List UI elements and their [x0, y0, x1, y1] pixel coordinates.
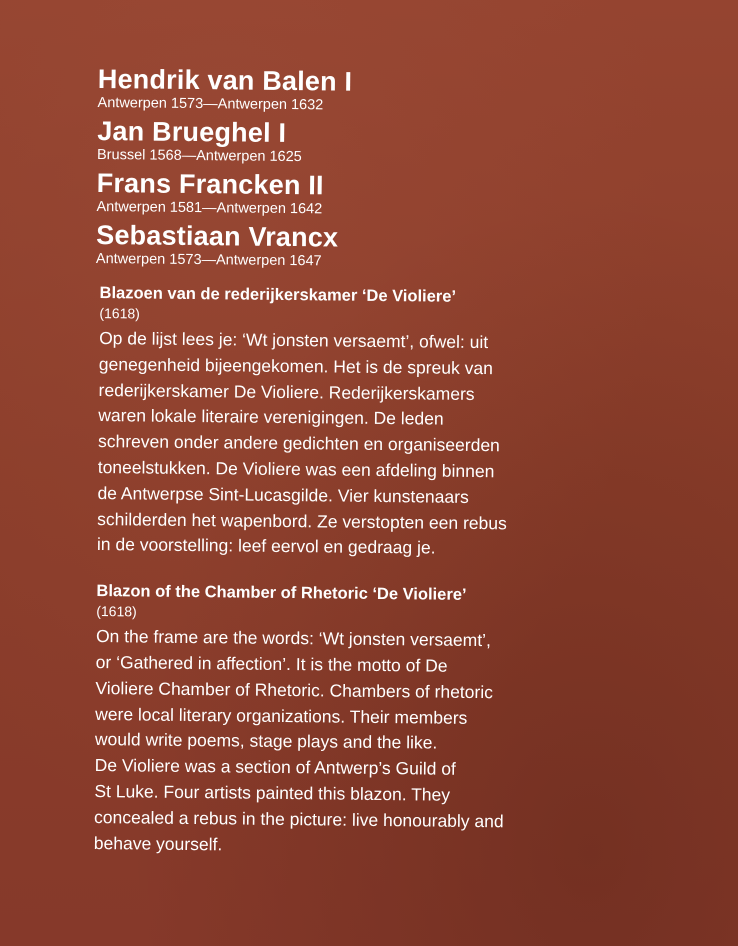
- english-year: (1618): [96, 603, 137, 620]
- artist-entry: [97, 64, 697, 118]
- artist-entry: [96, 220, 696, 274]
- english-description: [90, 580, 693, 862]
- artist-entry: [97, 116, 697, 170]
- artist-name: Frans Francken II: [96, 167, 324, 201]
- artist-name: Jan Brueghel I: [97, 115, 287, 148]
- english-body: On the frame are the words: ‘Wt jonsten versaemt’, or ‘Gathered in affection’. It is the motto of De Violiere Chamber of Rhetoric. Chambers of rhetoric were local literary organizations. Their members would write poems, stage plays and the like. De Violiere was a section of Antwerp’s Guild of St Luke. Four artists painted this blazon. They concealed a rebus in the picture: live honourably and behave yourself.: [93, 626, 504, 854]
- artist-dates: Antwerpen 1573—Antwerpen 1647: [95, 250, 322, 270]
- dutch-title: Blazoen van de rederijkerskamer ‘De Violiere’: [99, 284, 457, 306]
- artist-entry: [96, 168, 696, 222]
- english-title: Blazon of the Chamber of Rhetoric ‘De Violiere’: [96, 582, 467, 605]
- dutch-body: Op de lijst lees je: ‘Wt jonsten versaemt’, ofwel: uit genegenheid bijeengekomen. Het is de spreuk van rederijkerskamer De Violiere. Rederijkerskamers waren lokale literaire verenigingen. De leden schreven onder andere gedichten en organiseerden toneelstukken. De Violiere was een afdeling binnen de Antwerpse Sint-Lucasgilde. Vier kunstenaars schilderden het wapenbord. Ze verstopten een rebus in de voorstelling: leef eervol en gedraag je.: [96, 328, 507, 558]
- artist-name: Hendrik van Balen I: [97, 64, 353, 97]
- dutch-year: (1618): [99, 305, 140, 322]
- museum-label-panel: [90, 64, 698, 863]
- artist-dates: Antwerpen 1573—Antwerpen 1632: [97, 94, 324, 114]
- artist-name: Sebastiaan Vrancx: [96, 219, 339, 253]
- dutch-description: [93, 282, 696, 564]
- artist-dates: Brussel 1568—Antwerpen 1625: [96, 146, 302, 166]
- artist-dates: Antwerpen 1581—Antwerpen 1642: [96, 198, 323, 218]
